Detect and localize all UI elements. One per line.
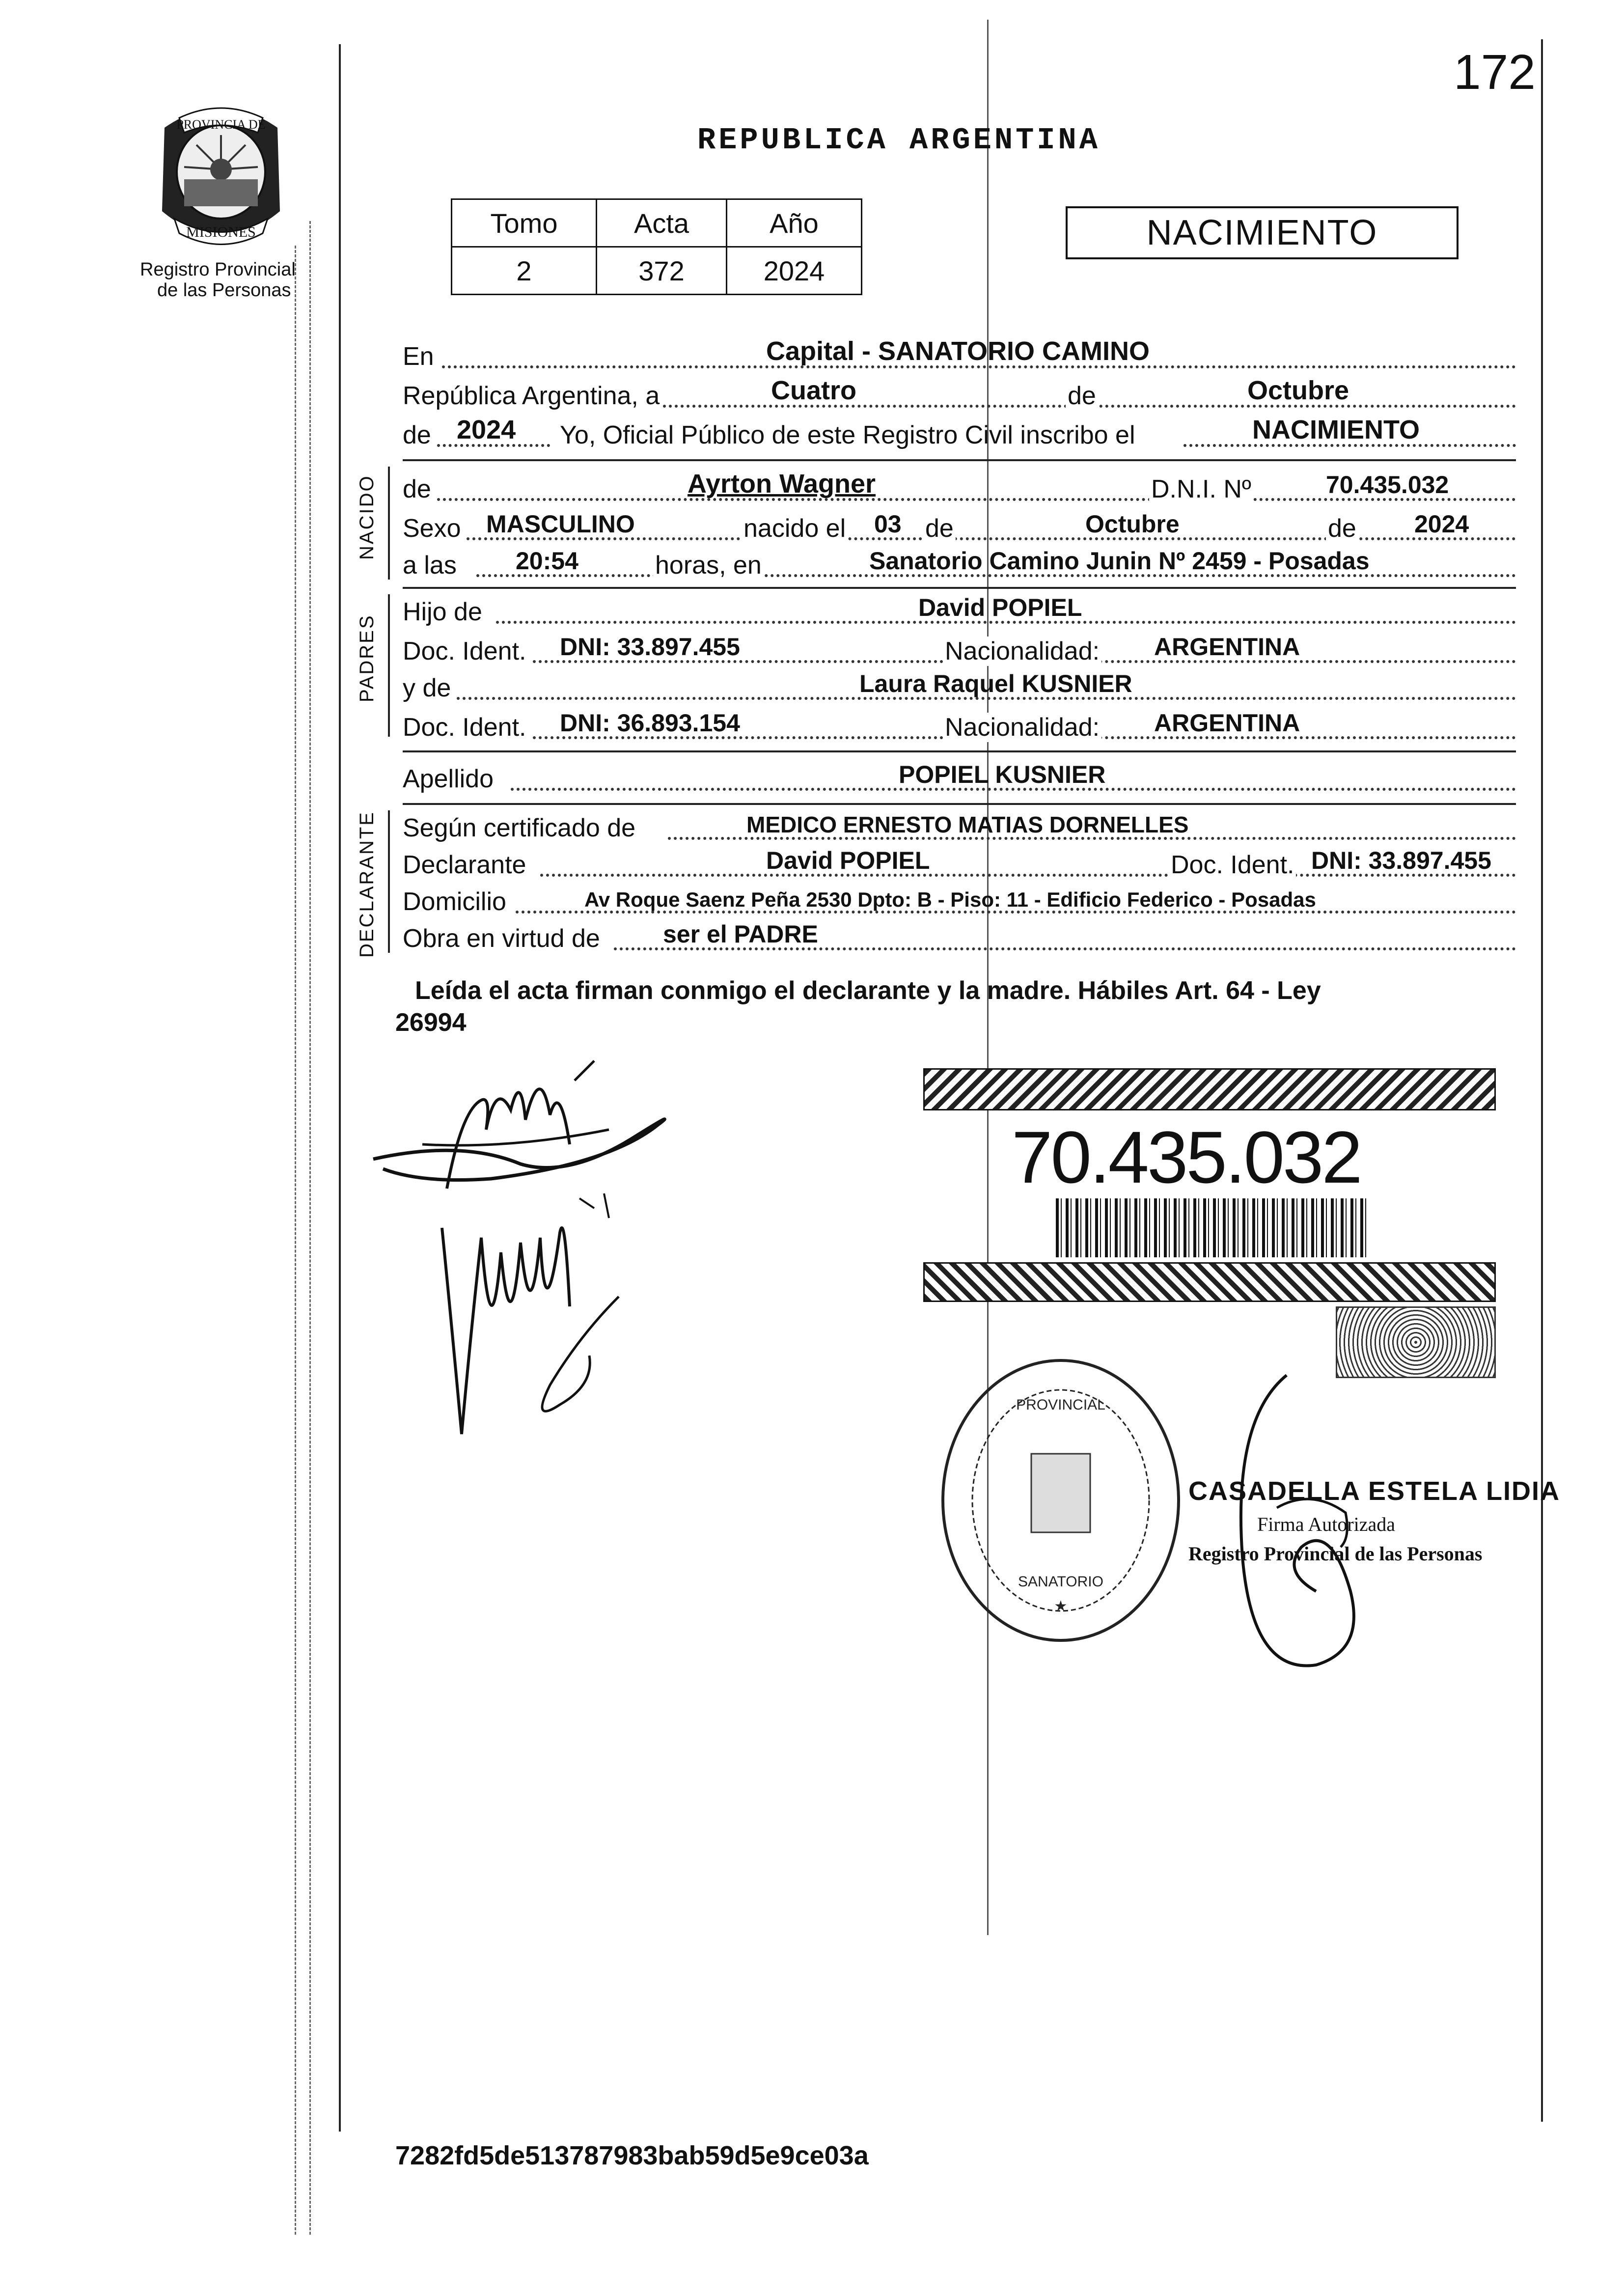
declarant-label: Declarante (403, 851, 526, 879)
svg-text:★: ★ (1054, 1598, 1068, 1614)
place-value: Capital - SANATORIO CAMINO (766, 336, 1150, 366)
birth-place: Sanatorio Camino Junin Nº 2459 - Posadas (869, 547, 1370, 575)
father-nat-label: Nacionalidad: (943, 637, 1101, 666)
address-value: Av Roque Saenz Peña 2530 Dpto: B - Piso: 11 - Edificio Federico - Posadas (584, 888, 1316, 911)
mother-name: Laura Raquel KUSNIER (859, 670, 1132, 697)
section-divider-4 (403, 803, 1516, 805)
svg-text:MISIONES: MISIONES (186, 224, 256, 240)
section-label-padres: PADRES (356, 614, 378, 702)
date-year: 2024 (457, 415, 516, 444)
date-label: República Argentina, a (403, 382, 660, 410)
svg-text:PROVINCIAL: PROVINCIAL (1016, 1397, 1105, 1413)
father-name: David POPIEL (918, 594, 1082, 621)
table-value-acta: 372 (596, 246, 727, 295)
date-month: Octubre (1247, 376, 1349, 405)
table-header-tomo: Tomo (451, 198, 597, 248)
place-label: En (403, 342, 434, 371)
mother-doc: DNI: 36.893.154 (560, 709, 740, 737)
row-surname (403, 761, 1516, 796)
row-father (403, 594, 1516, 629)
yde-label: y de (403, 674, 451, 702)
mother-signature (432, 1179, 653, 1454)
section-divider-1 (403, 459, 1516, 461)
hijo-label: Hijo de (403, 598, 482, 626)
section-label-declarante: DECLARANTE (356, 811, 378, 958)
table-header-acta: Acta (596, 198, 727, 248)
barcode (1056, 1198, 1370, 1257)
barcode-number: 70.435.032 (1012, 1116, 1361, 1198)
registry-statement: Yo, Oficial Público de este Registro Civil inscribo el (560, 421, 1135, 449)
provincial-seal-logo (150, 98, 292, 260)
row-mother-doc (403, 710, 1516, 744)
row-child-name (403, 471, 1516, 506)
security-band-bottom (923, 1262, 1496, 1302)
row-year (403, 417, 1516, 452)
father-nationality: ARGENTINA (1154, 633, 1300, 661)
record-type-box: NACIMIENTO (1066, 206, 1459, 259)
surname-label: Apellido (403, 765, 494, 793)
row-reason (403, 921, 1516, 955)
born-day: 03 (874, 510, 902, 538)
document-hash: 7282fd5de513787983bab59d5e9ce03a (395, 2141, 869, 2170)
child-name: Ayrton Wagner (688, 469, 876, 499)
registry-round-stamp (938, 1356, 1184, 1645)
row-certificate (403, 810, 1516, 845)
reason-label: Obra en virtud de (403, 924, 600, 953)
section-divider-3 (403, 750, 1516, 752)
row-child-sex (403, 511, 1516, 545)
country-title: REPUBLICA ARGENTINA (697, 123, 1101, 158)
registry-name-line2: de las Personas (157, 280, 291, 301)
mother-doc-label: Doc. Ident. (403, 713, 526, 742)
born-label: nacido el (742, 514, 848, 543)
row-father-doc (403, 634, 1516, 668)
row-child-time (403, 548, 1516, 582)
svg-text:PROVINCIA DE: PROVINCIA DE (176, 117, 266, 132)
hours-label: horas, en (653, 551, 764, 580)
registry-name-line1: Registro Provincial (140, 259, 296, 280)
svg-text:SANATORIO: SANATORIO (1018, 1574, 1103, 1590)
closing-note-line1: Leída el acta firman conmigo el declarante y la madre. Hábiles Art. 64 - Ley (415, 976, 1321, 1005)
sex-value: MASCULINO (486, 510, 635, 538)
mother-nationality: ARGENTINA (1154, 709, 1300, 737)
official-role: Firma Autorizada (1257, 1513, 1396, 1535)
section-label-nacido: NACIDO (356, 474, 378, 560)
mother-nat-label: Nacionalidad: (943, 713, 1101, 742)
time-label: a las (403, 551, 457, 580)
right-margin-line (1541, 39, 1543, 2122)
father-doc: DNI: 33.897.455 (560, 633, 740, 661)
declarant-doc-label: Doc. Ident. (1169, 850, 1296, 880)
born-de-label-1: de (923, 514, 956, 543)
row-place (403, 336, 1516, 373)
table-value-tomo: 2 (451, 246, 597, 295)
row-declarant (403, 847, 1516, 882)
table-value-ano: 2024 (726, 246, 862, 295)
sex-label: Sexo (403, 514, 461, 543)
official-name: CASADELLA ESTELA LIDIA (1188, 1476, 1560, 1506)
declarant-name: David POPIEL (766, 847, 930, 874)
certificate-value: MEDICO ERNESTO MATIAS DORNELLES (746, 812, 1189, 837)
left-margin-line (339, 44, 341, 2132)
row-date (403, 378, 1516, 413)
child-de-label: de (403, 475, 431, 503)
surname-value: POPIEL KUSNIER (899, 761, 1106, 788)
security-band-top (923, 1068, 1496, 1110)
table-header-ano: Año (726, 198, 862, 248)
born-de-label-2: de (1326, 514, 1358, 543)
declarant-doc: DNI: 33.897.455 (1311, 847, 1491, 874)
year-label: de (403, 421, 431, 449)
child-dni: 70.435.032 (1326, 471, 1449, 499)
birth-time: 20:54 (516, 547, 578, 575)
official-organization: Registro Provincial de las Personas (1188, 1543, 1483, 1565)
date-de-label: de (1066, 381, 1098, 411)
date-day: Cuatro (771, 376, 856, 405)
reason-value: ser el PADRE (663, 920, 818, 948)
certificate-label: Según certificado de (403, 814, 636, 842)
section-divider-2 (403, 587, 1516, 589)
left-dashed-line (295, 246, 296, 2235)
row-mother (403, 670, 1516, 705)
page-number: 172 (1454, 45, 1536, 100)
father-doc-label: Doc. Ident. (403, 637, 526, 665)
left-dashed-line-2 (309, 221, 311, 2235)
address-label: Domicilio (403, 887, 506, 916)
row-address (403, 884, 1516, 918)
born-month: Octubre (1085, 510, 1180, 538)
closing-note-line2: 26994 (395, 1008, 467, 1037)
record-act: NACIMIENTO (1252, 415, 1420, 444)
born-year: 2024 (1414, 510, 1469, 538)
child-dni-label: D.N.I. Nº (1149, 474, 1253, 504)
